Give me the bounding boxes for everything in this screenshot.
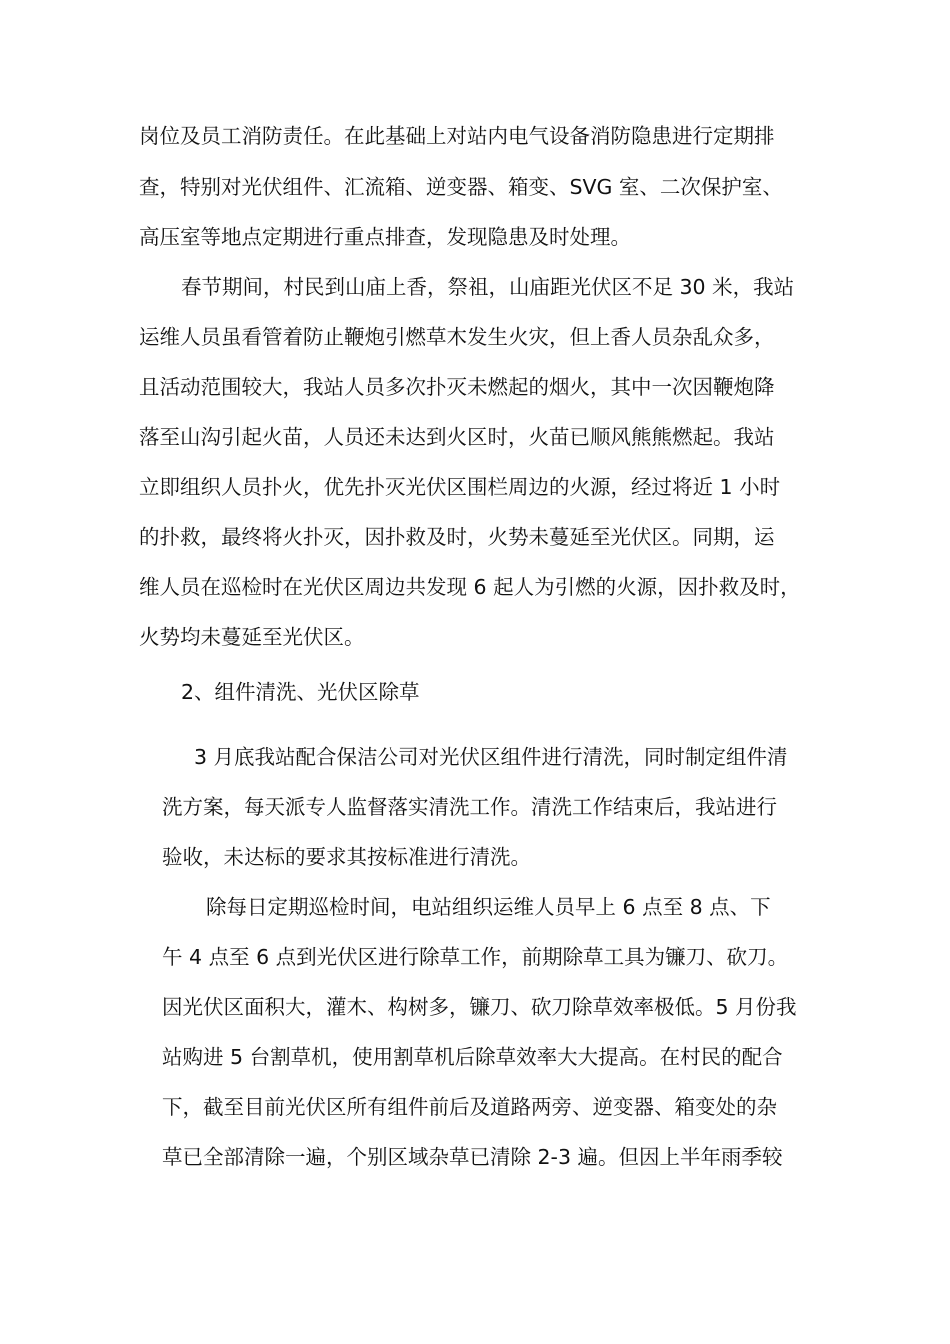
text-line: 下，截至目前光伏区所有组件前后及道路两旁、逆变器、箱变处的杂 [162, 1095, 777, 1119]
text-line: 岗位及员工消防责任。在此基础上对站内电气设备消防隐患进行定期排 [139, 124, 775, 148]
text-line: 立即组织人员扑火，优先扑灭光伏区围栏周边的火源，经过将近 1 小时 [139, 475, 781, 499]
text-line: 火势均未蔓延至光伏区。 [139, 625, 365, 649]
text-line: 维人员在巡检时在光伏区周边共发现 6 起人为引燃的火源，因扑救及时， [139, 575, 801, 599]
text-line: 除每日定期巡检时间，电站组织运维人员早上 6 点至 8 点、下 [206, 895, 771, 919]
text-line: 高压室等地点定期进行重点排查，发现隐患及时处理。 [139, 225, 631, 249]
text-line: 落至山沟引起火苗，人员还未达到火区时，火苗已顺风熊熊燃起。我站 [139, 425, 775, 449]
text-line: 因光伏区面积大，灌木、构树多，镰刀、砍刀除草效率极低。5 月份我 [162, 995, 797, 1019]
text-line: 且活动范围较大，我站人员多次扑灭未燃起的烟火，其中一次因鞭炮降 [139, 375, 775, 399]
text-line: 运维人员虽看管着防止鞭炮引燃草木发生火灾，但上香人员杂乱众多， [139, 325, 775, 349]
text-line: 春节期间，村民到山庙上香，祭祖，山庙距光伏区不足 30 米，我站 [181, 275, 795, 299]
text-line: 站购进 5 台割草机，使用割草机后除草效率大大提高。在村民的配合 [162, 1045, 783, 1069]
text-line: 3 月底我站配合保洁公司对光伏区组件进行清洗，同时制定组件清 [194, 745, 788, 769]
text-line: 午 4 点至 6 点到光伏区进行除草工作，前期除草工具为镰刀、砍刀。 [162, 945, 789, 969]
text-line: 查，特别对光伏组件、汇流箱、逆变器、箱变、SVG 室、二次保护室、 [139, 175, 783, 199]
text-line: 验收，未达标的要求其按标准进行清洗。 [162, 845, 531, 869]
text-line: 洗方案，每天派专人监督落实清洗工作。清洗工作结束后，我站进行 [162, 795, 777, 819]
section-heading: 2、组件清洗、光伏区除草 [181, 680, 420, 704]
text-line: 草已全部清除一遍，个别区域杂草已清除 2-3 遍。但因上半年雨季较 [162, 1145, 783, 1169]
text-line: 的扑救，最终将火扑灭，因扑救及时，火势未蔓延至光伏区。同期，运 [139, 525, 775, 549]
